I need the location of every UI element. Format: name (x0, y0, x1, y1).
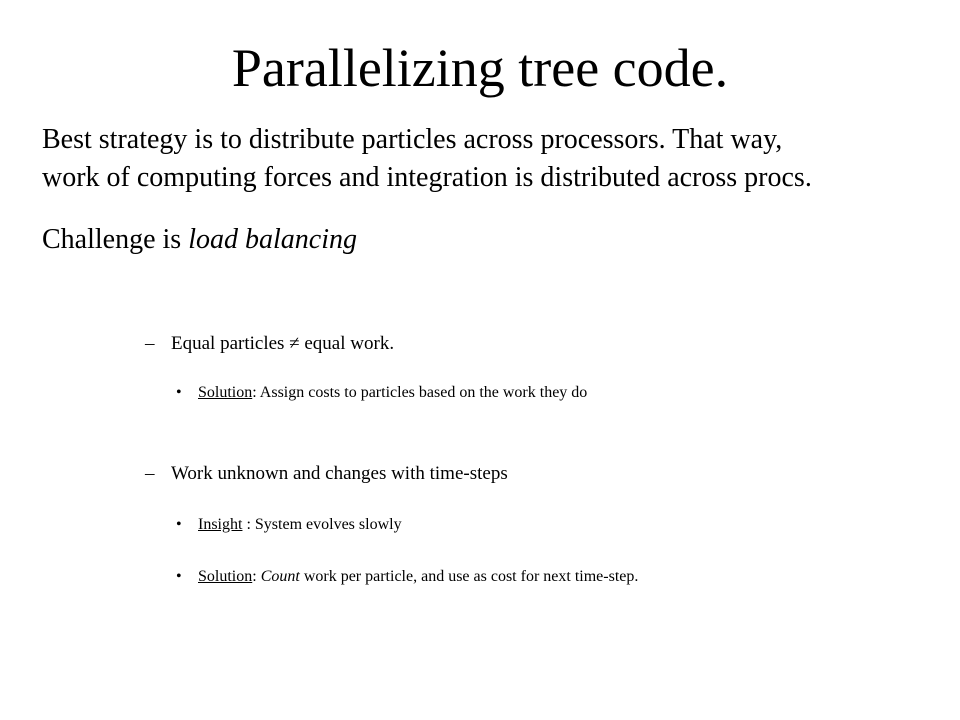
bullet-item-insight (176, 514, 402, 536)
challenge-emphasis: load balancing (188, 224, 357, 255)
bullet-label: Solution (198, 384, 253, 401)
bullet-marker: • (176, 568, 182, 585)
bullet-colon: : (252, 568, 261, 585)
strategy-line-1: Best strategy is to distribute particles across processors. That way, (42, 124, 783, 155)
dash-item-work-unknown (145, 462, 508, 486)
dash-marker: – (145, 463, 155, 484)
bullet-marker: • (176, 516, 182, 533)
bullet-text: : Assign costs to particles based on the work they do (252, 384, 588, 401)
challenge-paragraph (42, 221, 942, 259)
bullet-emphasis: Count (260, 568, 300, 585)
strategy-line-2: work of computing forces and integration is distributed across procs. (42, 162, 812, 193)
strategy-paragraph (42, 121, 942, 197)
dash-item-text-after: equal work. (299, 333, 395, 354)
bullet-item-solution-costs (176, 382, 587, 404)
bullet-label: Solution (198, 568, 253, 585)
bullet-item-solution-count (176, 566, 638, 588)
bullet-text: : System evolves slowly (242, 516, 402, 533)
dash-item-text-before: Equal particles (171, 333, 290, 354)
bullet-label: Insight (198, 516, 243, 533)
dash-item-text: Work unknown and changes with time-steps (171, 463, 508, 484)
bullet-marker: • (176, 384, 182, 401)
challenge-prefix: Challenge is (42, 224, 189, 255)
dash-item-equal-particles (145, 332, 394, 356)
dash-marker: – (145, 333, 155, 354)
bullet-text: work per particle, and use as cost for next time-step. (299, 568, 639, 585)
slide-title: Parallelizing tree code. (231, 38, 729, 98)
not-equal-symbol: ≠ (289, 333, 300, 354)
